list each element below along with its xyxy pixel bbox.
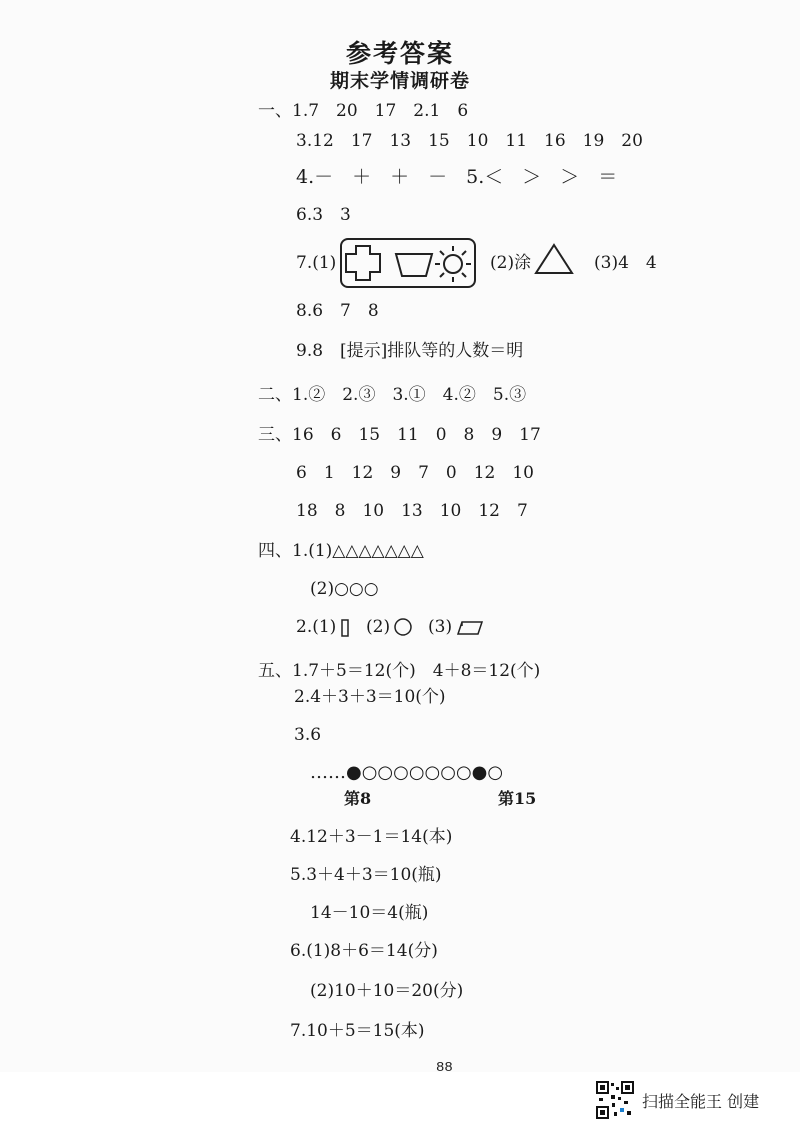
- s5-line-4: 4.12＋3－1＝14(本): [290, 827, 453, 847]
- s5-line-6: 6.(1)8＋6＝14(分): [290, 941, 438, 961]
- s5-line-5: 5.3＋4＋3＝10(瓶): [290, 865, 442, 885]
- s1-line-3: 3.12 17 13 15 10 11 16 19 20: [296, 131, 643, 151]
- s1-line-7-label: 7.(1): [296, 253, 337, 273]
- shapes-svg: [342, 240, 474, 286]
- s1-line-9: 9.8 [提示]排队等的人数＝明: [296, 341, 524, 361]
- s5-line-3: 3.6: [294, 725, 322, 745]
- s4-line-3-label-1: 2.(1): [296, 617, 337, 637]
- s1-line-8: 8.6 7 8: [296, 301, 379, 321]
- label-position-8: 第8: [344, 789, 372, 808]
- s4-line-1: 四、1.(1)△△△△△△△: [258, 541, 424, 561]
- s5-line-1: 五、1.7＋5＝12(个) 4＋8＝12(个): [258, 661, 541, 681]
- s4-line-3-label-3: (3): [428, 617, 453, 637]
- s3-line-2: 6 1 12 9 7 0 12 10: [296, 463, 534, 483]
- s1-line-1: 一、1.7 20 17 2.1 6: [258, 101, 469, 121]
- s3-line-3: 18 8 10 13 10 12 7: [296, 501, 528, 521]
- scanner-footer: [596, 1080, 759, 1120]
- cuboid-icon: [456, 618, 484, 636]
- s3-line-1: 三、16 6 15 11 0 8 9 17: [258, 425, 541, 445]
- cylinder-icon: [340, 618, 350, 638]
- page-number: 88: [436, 1060, 453, 1076]
- s5-dots-row: ……●○○○○○○○●○: [310, 762, 504, 783]
- sphere-icon: [392, 616, 414, 638]
- s1-line-7-part2: (2)涂: [490, 253, 532, 273]
- s1-line-7-part3: (3)4 4: [594, 253, 657, 273]
- s1-line-4: 4.－ ＋ ＋ － 5.＜ ＞ ＞ ＝: [296, 166, 618, 188]
- qr-code-icon: [596, 1081, 634, 1119]
- s5-line-2: 2.4＋3＋3＝10(个): [294, 687, 446, 707]
- trapezoid-shape-icon: [396, 254, 432, 276]
- s1-line-6: 6.3 3: [296, 205, 351, 225]
- sun-shape-icon: [435, 246, 471, 282]
- s4-line-3-label-2: (2): [366, 617, 391, 637]
- s5-line-7: 7.10＋5＝15(本): [290, 1021, 425, 1041]
- page-title: 参考答案: [345, 39, 454, 68]
- s2-line-1: 二、1.② 2.③ 3.① 4.② 5.③: [258, 385, 527, 405]
- s5-line-5b: 14－10＝4(瓶): [310, 903, 429, 923]
- shapes-box: [340, 238, 476, 288]
- page-subtitle: 期末学情调研卷: [329, 70, 470, 92]
- footer-text: 扫描全能王 创建: [642, 1091, 760, 1111]
- triangle-icon: [534, 242, 574, 276]
- label-position-15: 第15: [498, 789, 537, 808]
- s4-line-2: (2)○○○: [310, 579, 379, 599]
- s5-line-6b: (2)10＋10＝20(分): [310, 981, 464, 1001]
- cross-shape-icon: [346, 246, 380, 280]
